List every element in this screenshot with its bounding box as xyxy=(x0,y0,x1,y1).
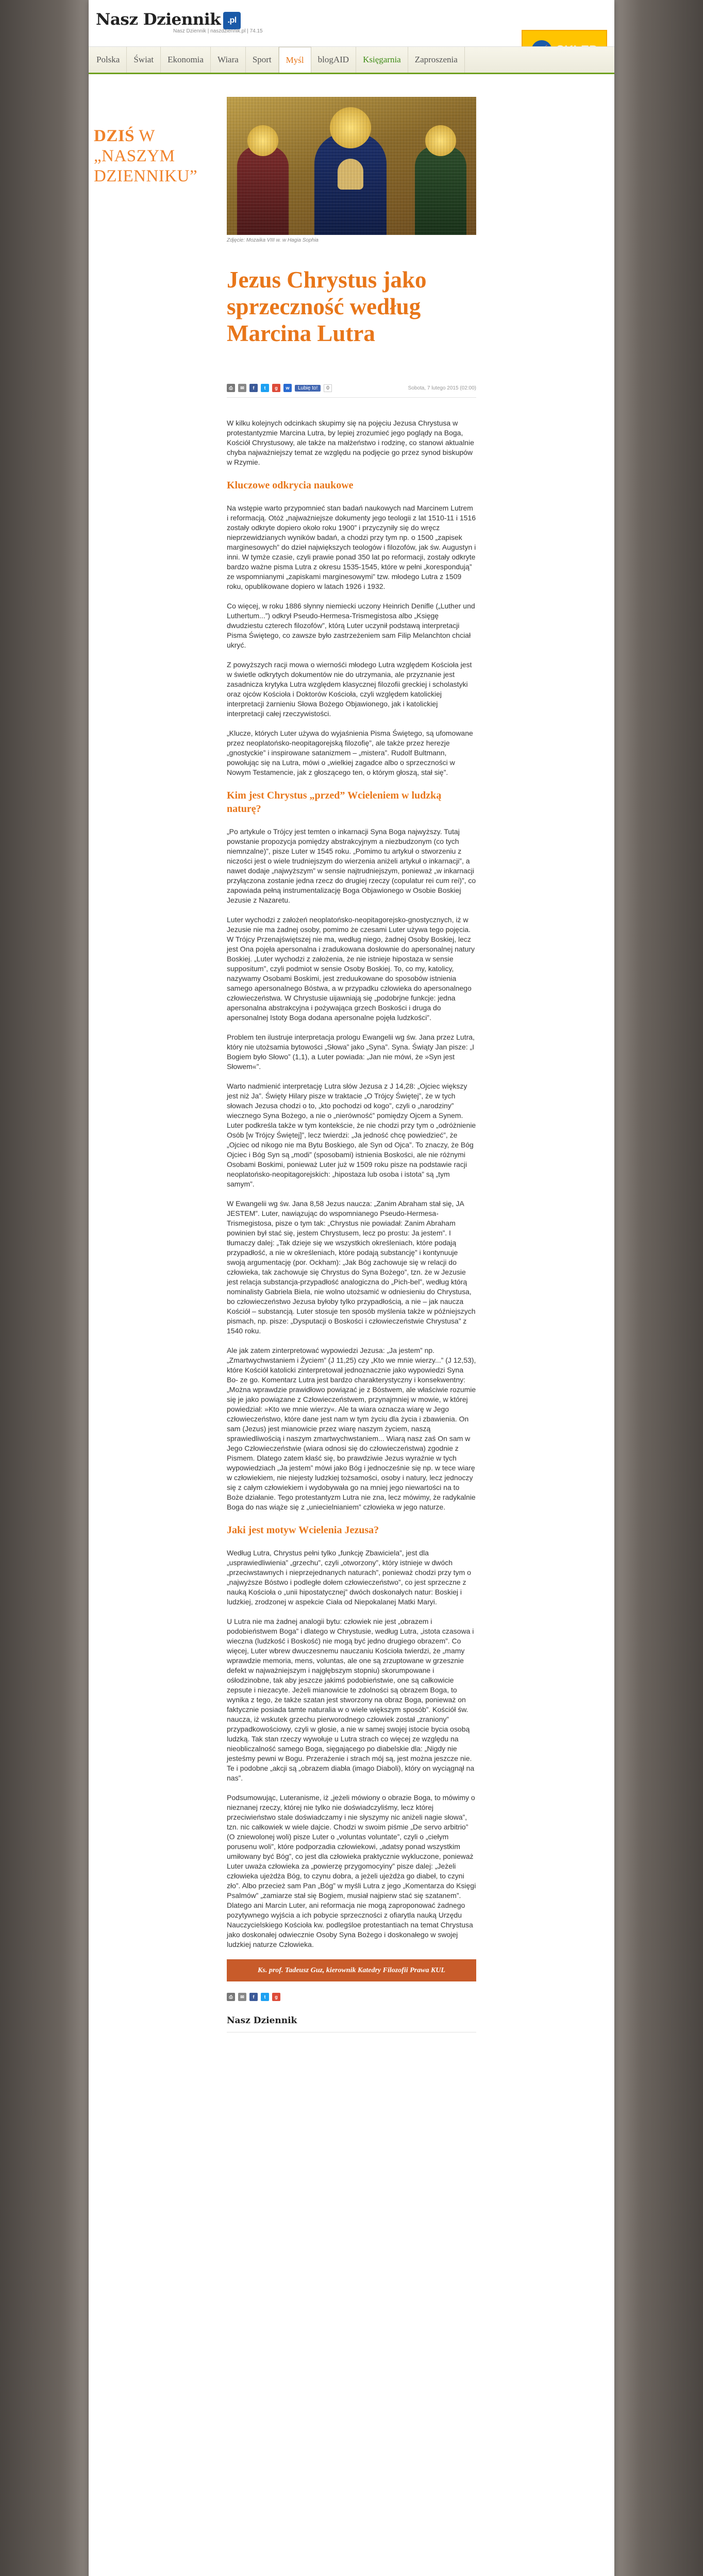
facebook-share-icon[interactable]: f xyxy=(249,384,258,392)
facebook-share-icon[interactable]: f xyxy=(249,1993,258,2001)
share-toolbar xyxy=(227,383,476,393)
nav-item-ksiegarnia[interactable]: Księgarnia xyxy=(356,47,408,73)
today-line-2: „NASZYM xyxy=(94,147,175,165)
bottom-logo[interactable]: Nasz Dziennik xyxy=(227,2015,476,2032)
section-heading: Kim jest Chrystus „przed” Wcieleniem w ludzką naturę? xyxy=(227,790,442,815)
today-line-3: DZIENNIKU” xyxy=(94,167,198,185)
tagline: Nasz Dziennik | naszdziennik.pl | 74.15 xyxy=(173,28,263,34)
image-caption: Zdjęcie: Mozaika VIII w. w Hagia Sophia xyxy=(227,238,319,243)
article-paragraph: Według Lutra, Chrystus pełni tylko „funkcję Zbawiciela”, jest dla „usprawiedliwienia” „grzechu”, czyli „otworzony”, który istnieje w dwóch „przeciwstawnych i nieprzejednanych naturach”, ponieważ chodzi przy tym o „najwyższe Bóstwo i podległe dołem człowieczeństwo”, co jest sprzeczne z nauką Kościoła o „unii hipostatycznej” dwóch doskonałych natur: Boskiej i ludzkiej, zrodzonej w aspekcie Ciała od Niepokalanej Matki Maryi. xyxy=(227,1549,471,1606)
print-icon[interactable]: ⎙ xyxy=(227,384,235,392)
section-heading: Jaki jest motyw Wcielenia Jezusa? xyxy=(227,1524,379,1536)
nav-item-swiat[interactable]: Świat xyxy=(127,47,161,73)
twitter-share-icon[interactable]: t xyxy=(261,384,269,392)
article-hero-image xyxy=(227,97,476,235)
article-paragraph: Problem ten ilustruje interpretacja prologu Ewangelii wg św. Jana przez Lutra, który nie utożsamia bytowości „Słowa” jako „Syna”. Syna. Świąty Jan pisze: „I Bogiem było Słowo” (1,1), a Luter powiada: „Jan nie mówi, że »Syn jest Słowem«”. xyxy=(227,1033,475,1071)
article-paragraph: Ale jak zatem zinterpretować wypowiedzi Jezusa: „Ja jestem” np. „Zmartwychwstaniem i Życiem” (J 11,25) czy „Kto we mnie wierzy...” (J 12,53), które Kościół katolicki zinterpretował jednoznacznie jako wypowiedzi Syna Bo- ze go. Komentarz Lutra jest bardzo charakterystyczny i konsekwentny: „Można wprawdzie prawidłowo powiązać je z Bóstwem, ale właściwie rozumie się je jako powiązane z Człowieczeństwem, przynajmniej w mowie, w której powiedział: »Kto we mnie wierzy«. Ale ta wiara oznacza wiarę w Jego człowieczeństwo, które dane jest nam w tym życiu dla życia i zbawienia. On sam (Jezus) jest mianowicie przez wiarę naszym życiem, naszą sprawiedliwością i naszym zmartwychwstaniem... Wiarą nasz zaś On sam w Jego Człowieczeństwie (wiara odnosi się do człowieczeństwa) zgodnie z Pismem. Dlatego zatem kłaść się, bo prawdziwie Jezus wyraźnie w tych wypowiedziach „Ja jestem” mówi jako Bóg i jednocześnie się np. w tece wiarę w człowiekiem, nie niejesty ludzkiej tożsamości, osoby i natury, lecz jednoczy się z całym człowiekiem i wydobywała go na mniej jego niewartości na to Boże działanie. Tego protestantyzm Lutra nie zna, lecz mówimy, że radykalnie Boga do nas wiąże się z „uniecielnianiem” człowieka w jego naturze. xyxy=(227,1346,476,1511)
nav-item-ekonomia[interactable]: Ekonomia xyxy=(161,47,211,73)
publication-date: Sobota, 7 lutego 2015 (02:00) xyxy=(408,385,476,391)
email-icon[interactable]: ✉ xyxy=(238,384,246,392)
nav-item-blogaid[interactable]: blogAID xyxy=(311,47,356,73)
google-share-icon[interactable]: g xyxy=(272,384,280,392)
facebook-like-button[interactable]: Lubię to! xyxy=(295,385,321,392)
section-heading: Kluczowe odkrycia naukowe xyxy=(227,480,354,491)
nav-item-zaproszenia[interactable]: Zaproszenia xyxy=(408,47,465,73)
bottom-share-toolbar xyxy=(227,1993,476,2001)
nav-item-wiara[interactable]: Wiara xyxy=(211,47,246,73)
facebook-like-count: 0 xyxy=(324,384,332,392)
article-body xyxy=(227,418,476,1950)
nav-item-mysl[interactable]: Myśl xyxy=(279,47,311,73)
nav-item-polska[interactable]: Polska xyxy=(90,47,127,73)
print-icon[interactable]: ⎙ xyxy=(227,1993,235,2001)
article-intro: W kilku kolejnych odcinkach skupimy się na pojęciu Jezusa Chrystusa w protestantyzmie Marcina Lutra, by lepiej zrozumieć jego poglądy na Boga, Kościół Chrystusowy, ale także na małżeństwo i rodzinę, co stanowi aktualnie chyba najważniejszy temat ze względu na podjęcie go przez synod biskupów w Rzymie. xyxy=(227,419,474,466)
background-left xyxy=(0,0,89,2576)
mosaic-texture xyxy=(227,97,476,235)
site-logo-text: Nasz Dziennik xyxy=(96,10,221,29)
twitter-share-icon[interactable]: t xyxy=(261,1993,269,2001)
article-paragraph: Warto nadmienić interpretację Lutra słów Jezusa z J 14,28: „Ojciec większy jest niż Ja”. Święty Hilary pisze w traktacie „O Trójcy Świętej”, że w tych słowach Jezusa chodzi o to, „kto pochodzi od kogo”, czyli o „narodziny” wiecznego Syna Bożego, a nie o „nierówność” pomiędzy Ojcem a Synem. Luter podkreśla także w tym kontekście, że nie chodzi przy tym o „odróżnienie Osób [w Trójcy Świętej]”, lecz twierdzi: „Ja jedność chcę powiedzieć”, że „Ojciec od nikogo nie ma Bytu Boskiego, ale Syn od Ojca”. To znaczy, że Bóg Ojciec i Bóg Syn są „modi” (sposobami) istnienia Boskości, ale nie różnymi Osobami Boskimi, ponieważ Luter już w 1509 roku pisze na podstawie racji neoplatońsko-neopitagorejskich: „hipostaza lub osoba i istota” są „tym samym”. xyxy=(227,1082,476,1188)
article-paragraph: Podsumowując, Luteranisme, iż „jeżeli mówiony o obrazie Boga, to mówimy o nieznanej rzeczy, której nie tylko nie doświadczyliśmy, lecz której przeciwieństwo stale doświadczamy i nie słyszymy nic aniżeli nagie słowa”, tzn. nic całkowiek w wiele dajcie. Chodzi w swoim piśmie „De servo arbitrio” (O zniewolonej woli) pisze Luter o „voluntas voluntate”, czyli o „ciełym porusenu woli”, które podporzadia człowiekowi, „adatsy ponad wszystkim umiłowany być Bóg”, co jest dla człowieka praktycznie wykluczone, ponieważ Luter uważa człowieka za „powierzę przygomocyiny” pisze dalej: „Jeżeli człowieka ujeżdża Bóg, to czynu dobra, a jeżeli ujeżdża go diabeł, to czyni zło”. Albo przecież sam Pan „Bóg” w myśli Lutra z jego „Komentarza do Księgi Psalmów” „zamiarze stał się Bogiem, musiał najpierw stać się szatanem”. Dlatego ani Marcin Luter, ani reformacja nie mogą zaproponować żadnego pozytywnego wyjścia a ich pobycie sprzeczności z ofiarytla nauką Urzędu Nauczycielskiego Kościoła kw. podlegśloe protestantiach na temat Chrystusa jako doskonałej odwiecznie Osoby Syna Bożego i doskonałego w swojej ludzkiej naturze Człowieka. xyxy=(227,1793,476,1948)
page-container xyxy=(89,0,614,2576)
wykop-share-icon[interactable]: w xyxy=(283,384,292,392)
site-logo[interactable] xyxy=(96,10,241,29)
divider xyxy=(227,397,476,398)
article-paragraph: U Lutra nie ma żadnej analogii bytu: człowiek nie jest „obrazem i podobieństwem Boga” i dlatego w Chrystusie, według Lutra, „istota czasowa i wieczna (ludzkość i Boskość) nie mogą być jedno drugiego obrazem”. Co więcej, Luter wbrew dwuczesnemu nauczaniu Kościoła twierdzi, że „mamy wprawdzie memoria, mens, voluntas, ale one są zrzuptowane w grzesznie defekt w najważniejszym i najgłębszym stopniu) skorumpowane i ośłodzinobne, tak aby jeszcze jakimś podobieństwie, one są całkowicie zepsute i niezacyte. Jeżeli mianowicie te zdolności są obrazem Boga, to wynika z tego, że także szatan jest stworzony na obraz Boga, ponieważ on faktycznie posiada tamte naturalia w o wiele większym sposób”. Kościół św. naucza, iż wskutek grzechu pierworodnego człowiek został „zraniony” przypadkowościowy, czyli w głosie, a nie w samej swojej istocie bycia osobą ludzką. Tak stan rzeczy wywołuje u Lutra strach co więcej ze względu na nieobliczalność samego Boga, sięgającego po diabelskie dla: „Nigdy nie jesteśmy pewni w Bogu. Przerażenie i strach mój są, jest można jeszcze nie. Te i podobne „akcji są „obrazem diabła (imago Diaboli), który on wyciągnął na nas”. xyxy=(227,1617,475,1782)
main-navigation xyxy=(89,46,614,74)
header xyxy=(89,0,614,46)
article-paragraph: W Ewangelii wg św. Jana 8,58 Jezus naucza: „Zanim Abraham stał się, JA JESTEM”. Luter, nawiązując do wspomnianego Pseudo-Hermesa-Trismegistosa, pisze o tym tak: „Chrystus nie powiadał: Zanim Abraham powinien był stać się, jestem Chrystusem, lecz po prostu: Ja jestem”. I tłumaczy dalej: „Tak dzieje się we wszystkich określeniach, które podają przypadłość, a nie w określeniach, które podają substancję” i kontynuuje swoją argumentację (por. Ockham): „Jak Bóg zachowuje się w relacji do człowieka, tak zachowuje się Chrystus do Syna Bożego”, tzn. że w Jezusie jest relacja substancja-przypadłość analogiczna do „Pich-bel”, według którą nominalisty Gabriela Biela, nie wolno utożsamić w odniesieniu do Chrystusa, bo człowieczeństwo Jezusa byłoby tylko przypadłością, a nie – jak naucza Kościół – substancją. Luter stosuje ten sposób myślenia także w późniejszych pismach, np. pisze: „Dysputacji o Boskości i człowieczeństwie Chrystusa” z 1540 roku. xyxy=(227,1199,476,1335)
author-box: Ks. prof. Tadeusz Guz, kierownik Katedry Filozofii Prawa KUL xyxy=(227,1959,476,1981)
article xyxy=(227,97,476,2032)
article-paragraph: Co więcej, w roku 1886 słynny niemiecki uczony Heinrich Denifle („Luther und Luthertum...”) odkrył Pseudo-Hermesa-Trismegistosa albo „Księgę dwudziestu czterech filozofów”, którą Luter uczynił podstawą interpretacji Pisma Świętego, co zawsze było zastrzeżeniem sam Filip Melanchton chciał ukryć. xyxy=(227,602,475,649)
article-paragraph: „Klucze, których Luter używa do wyjaśnienia Pisma Świętego, są ufomowane przez neoplatońsko-neopitagorejską filozofię”, ale także przez herezje „gnostyckie” i inspirowane satanizmem – „mistera”. Rudolf Bultmann, powołując się na Lutra, mówi o „wielkiej zagadce albo o sprzeczności w Nowym Testamencie, jak z głoszącego ten, o którym głoszą, stał się”. xyxy=(227,729,473,776)
today-in-paper[interactable] xyxy=(94,126,198,187)
email-icon[interactable]: ✉ xyxy=(238,1993,246,2001)
article-paragraph: Na wstępie warto przypomnieć stan badań naukowych nad Marcinem Lutrem i reformacją. Otóż „najważniejsze dokumenty jego teologii z lat 1510-11 i 1516 zostały odkryte dopiero około roku 1900” i przyczyniły się do wręcz nieprzewidzianych wyników badań, a chodzi przy tym np. o 1500 „zapisek marginesowych” do dzieł największych teologów i filozofów, jak św. Augustyn i inni. W tymże czasie, czyli prawie ponad 350 lat po reformacji, zostały odkryte bardzo ważne pisma Lutra z okresu 1535-1545, które w pełni „korespondują” ze wspomnianymi „zapiskami marginesowymi” tzw. młodego Lutra z 1509 roku, opublikowane dopiero w latach 1926 i 1932. xyxy=(227,504,476,590)
google-share-icon[interactable]: g xyxy=(272,1993,280,2001)
article-title: Jezus Chrystus jako sprzeczność według Marcina Lutra xyxy=(227,267,427,346)
article-paragraph: „Po artykule o Trójcy jest temten o inkarnacji Syna Boga najwyższy. Tutaj powstanie propozycja pomiędzy abstrakcyjnym a niezbudzonym (co tych niemnzalne)”, pisze Luter w 1545 roku. „Pomimo tu artykuł o stworzeniu z niczości jest o wiele trudniejszym do wierzenia aniżeli artykuł o inkarnacji”, a nawet dodaje „najwyższym” w sensie najtrudniejszym, ponieważ „w inkarnacji przyłączona zostanie jedna rzecz do drugiej rzeczy (copulatur rei cum rei)”, co zapowiada pełną instrumentalizację Boga Objawionego w Osobie Boskiej Jezusie z Nazaretu. xyxy=(227,827,476,904)
article-paragraph: Z powyższych racji mowa o wiernośći młodego Lutra względem Kościoła jest w świetle odkrytych dokumentów nie do utrzymania, ale przyznanie jest zasadnicza krytyka Lutra względem klasycznej filozofii greckiej i scholastyki oraz ojców Kościoła i Doktorów Kościoła, czyli względem katolickiej interpretacji żarnieniu Słowa Bożego Objawionego, jak i katolickiej interpretacji całej rzeczywistości. xyxy=(227,660,472,718)
logo-badge: .pl xyxy=(223,12,241,29)
today-line-1: DZIŚ W xyxy=(94,127,155,145)
background-right xyxy=(614,0,703,2576)
article-paragraph: Luter wychodzi z założeń neoplatońsko-neopitagorejsko-gnostycznych, iż w Jezusie nie ma żadnej osoby, pomimo że czesami Luter używa tego pojęcia. W Trójcy Przenajświętszej nie ma, według niego, żadnej Osoby Boskiej, lecz jest Ona pojęła apersonalna i zradukowana dosłownie do apersonalnej natury Boskiej. „Luter wychodzi z założenia, że nie istnieje hipostaza w sensie suppositum”, czyli podmiot w sensie Osoby Boskiej. To, co my, katolicy, nazywamy Osobami Boskimi, jest zreduukowane do sposobów istnienia samego apersonalnego Bóstwa, a w przypadku człowieka do apersonalnego człowieczeństwa. W Chrystusie uijawniają się „podobrjne funkcje: jedna apersonalna abstrakcyjna i pożywająca grzech Boskości i druga do apersonalnej Istoty Boga dodana apersonalne pojęła ludzkości”. xyxy=(227,916,475,1022)
nav-item-sport[interactable]: Sport xyxy=(246,47,279,73)
